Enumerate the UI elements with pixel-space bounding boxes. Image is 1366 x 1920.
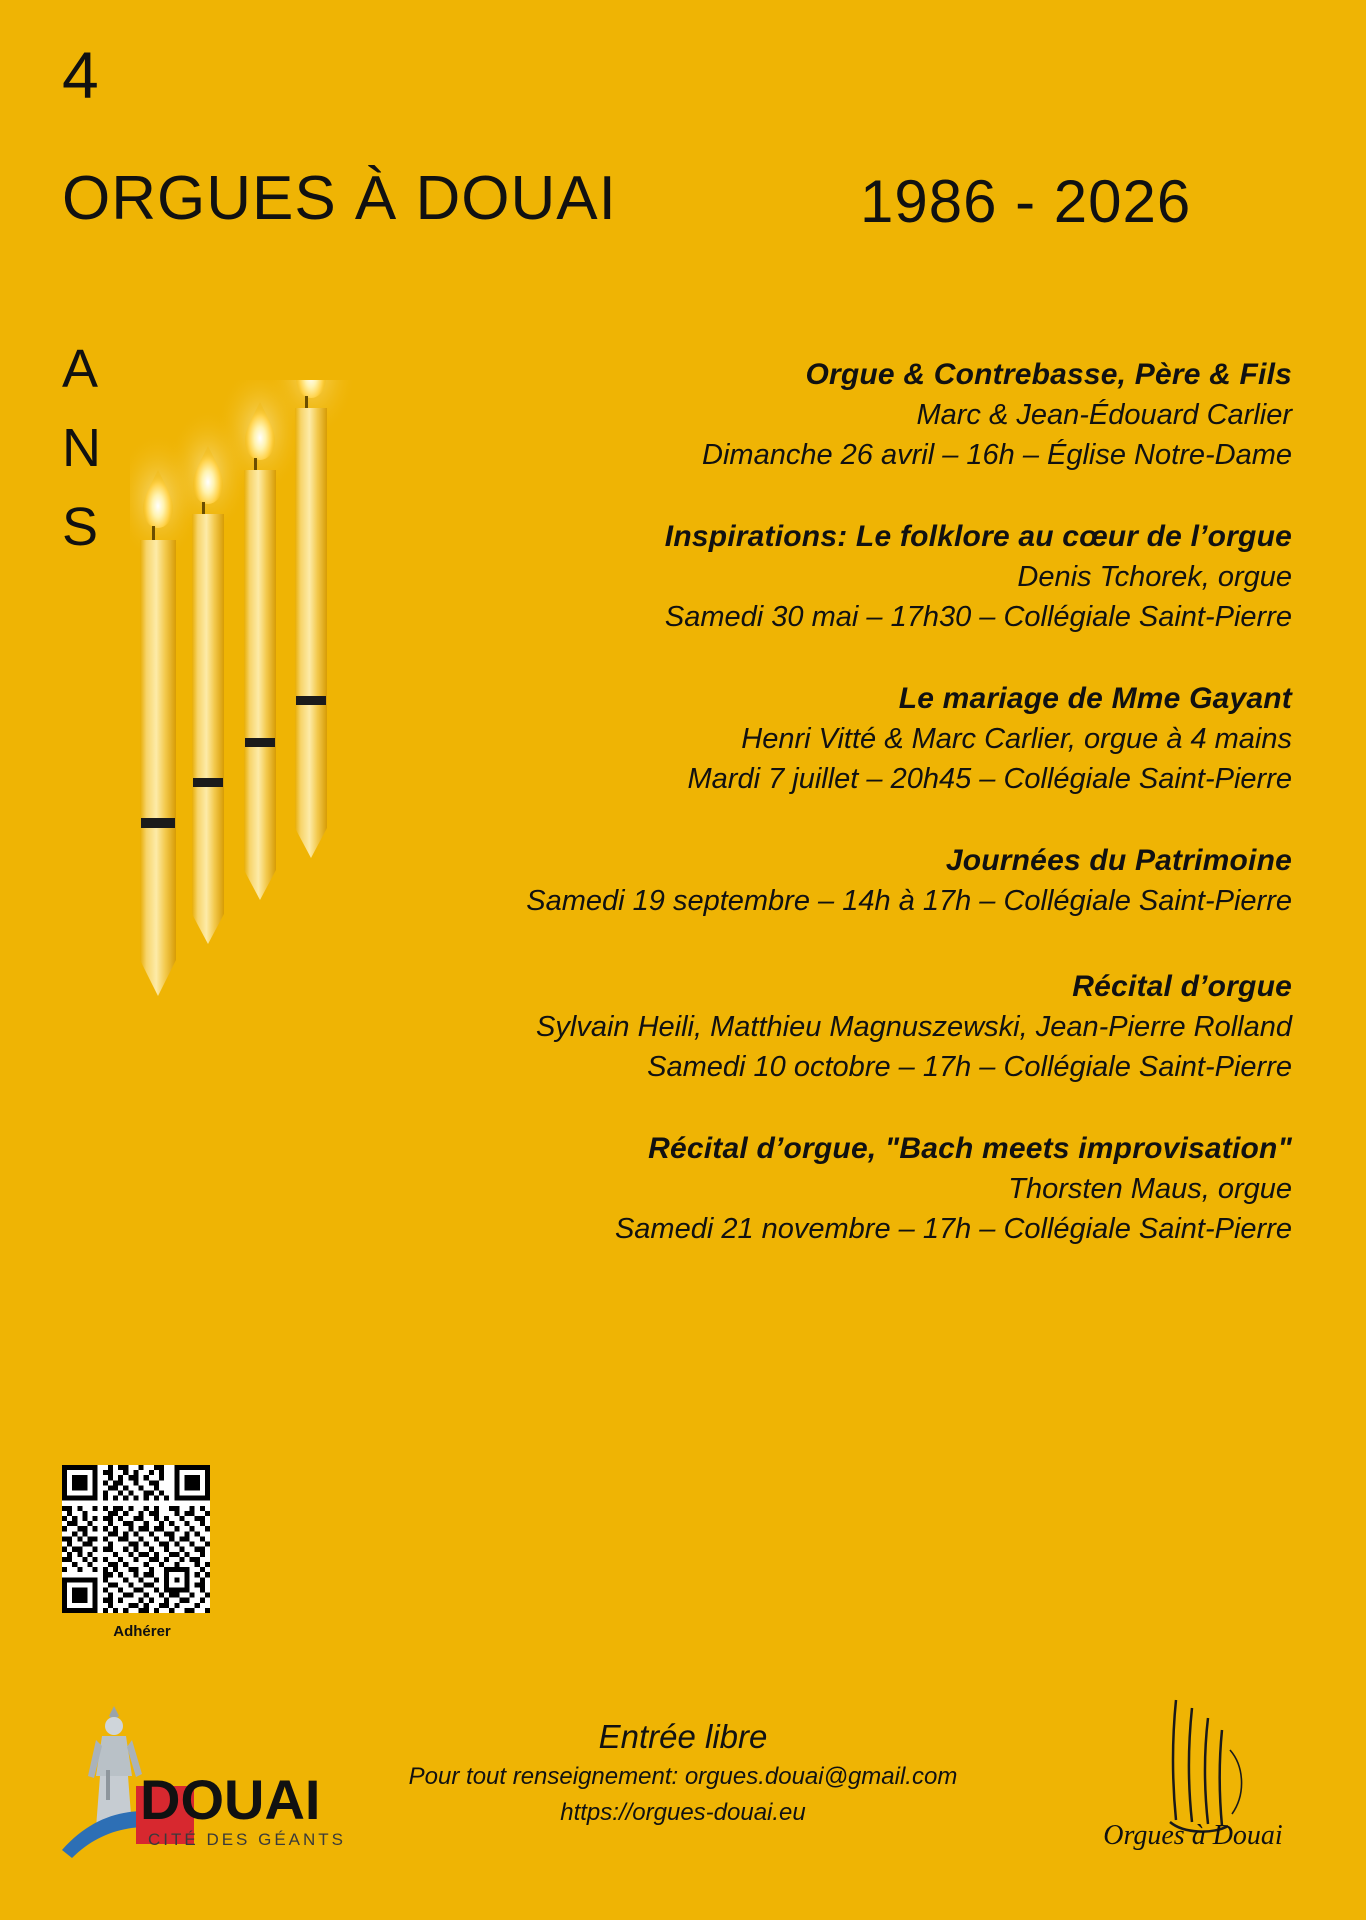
free-entry-label: Entrée libre — [598, 1718, 768, 1755]
event-performer: Denis Tchorek, orgue — [1017, 561, 1292, 593]
event-performer: Sylvain Heili, Matthieu Magnuszewski, Jean-Pierre Rolland — [536, 1011, 1292, 1043]
event-title: Orgue & Contrebasse, Père & Fils — [805, 358, 1292, 391]
qr-block[interactable] — [62, 1465, 222, 1640]
event-item — [232, 355, 1292, 475]
event-title: Récital d’orgue, "Bach meets improvisation" — [648, 1132, 1292, 1165]
event-title: Journées du Patrimoine — [945, 844, 1292, 877]
event-title: Récital d’orgue — [1072, 970, 1292, 1003]
event-title: Le mariage de Mme Gayant — [898, 682, 1292, 715]
event-item — [232, 517, 1292, 637]
event-datetime-venue: Samedi 10 octobre – 17h – Collégiale Saint-Pierre — [647, 1051, 1292, 1083]
page-title: ORGUES À DOUAI — [62, 164, 617, 233]
website-url[interactable]: https://orgues-douai.eu — [560, 1799, 806, 1826]
ans-letter-a: A — [62, 339, 99, 399]
footer-info — [340, 1715, 1026, 1831]
anniversary-years: 1986 - 2026 — [860, 168, 1192, 235]
event-item — [232, 1129, 1292, 1249]
event-datetime-venue: Mardi 7 juillet – 20h45 – Collégiale Saint-Pierre — [687, 763, 1292, 795]
event-item — [232, 841, 1292, 921]
program-list — [232, 355, 1292, 1291]
event-performer: Marc & Jean-Édouard Carlier — [916, 399, 1292, 431]
ans-letter-s: S — [62, 497, 99, 557]
contact-email-line: Pour tout renseignement: orgues.douai@gmail.com — [408, 1763, 958, 1790]
event-datetime-venue: Samedi 19 septembre – 14h à 17h – Collégiale Saint-Pierre — [526, 885, 1292, 917]
douai-city-tagline: CITÉ DES GÉANTS — [148, 1830, 347, 1849]
douai-city-name: DOUAI — [140, 1768, 321, 1831]
anniversary-number: 4 — [62, 38, 99, 112]
ans-letter-n: N — [62, 418, 101, 478]
anniversary-ans — [62, 330, 101, 567]
event-datetime-venue: Samedi 30 mai – 17h30 – Collégiale Saint-Pierre — [664, 601, 1292, 633]
event-title: Inspirations: Le folklore au cœur de l’orgue — [664, 520, 1292, 553]
association-name: Orgues à Douai — [1103, 1820, 1283, 1851]
event-performer: Henri Vitté & Marc Carlier, orgue à 4 mains — [741, 723, 1292, 755]
event-item — [232, 967, 1292, 1087]
qr-caption: Adhérer — [113, 1623, 171, 1640]
event-item — [232, 679, 1292, 799]
event-performer: Thorsten Maus, orgue — [1008, 1173, 1292, 1205]
qr-code-icon[interactable] — [62, 1465, 210, 1613]
event-datetime-venue: Dimanche 26 avril – 16h – Église Notre-Dame — [702, 439, 1292, 471]
event-datetime-venue: Samedi 21 novembre – 17h – Collégiale Saint-Pierre — [614, 1213, 1292, 1245]
